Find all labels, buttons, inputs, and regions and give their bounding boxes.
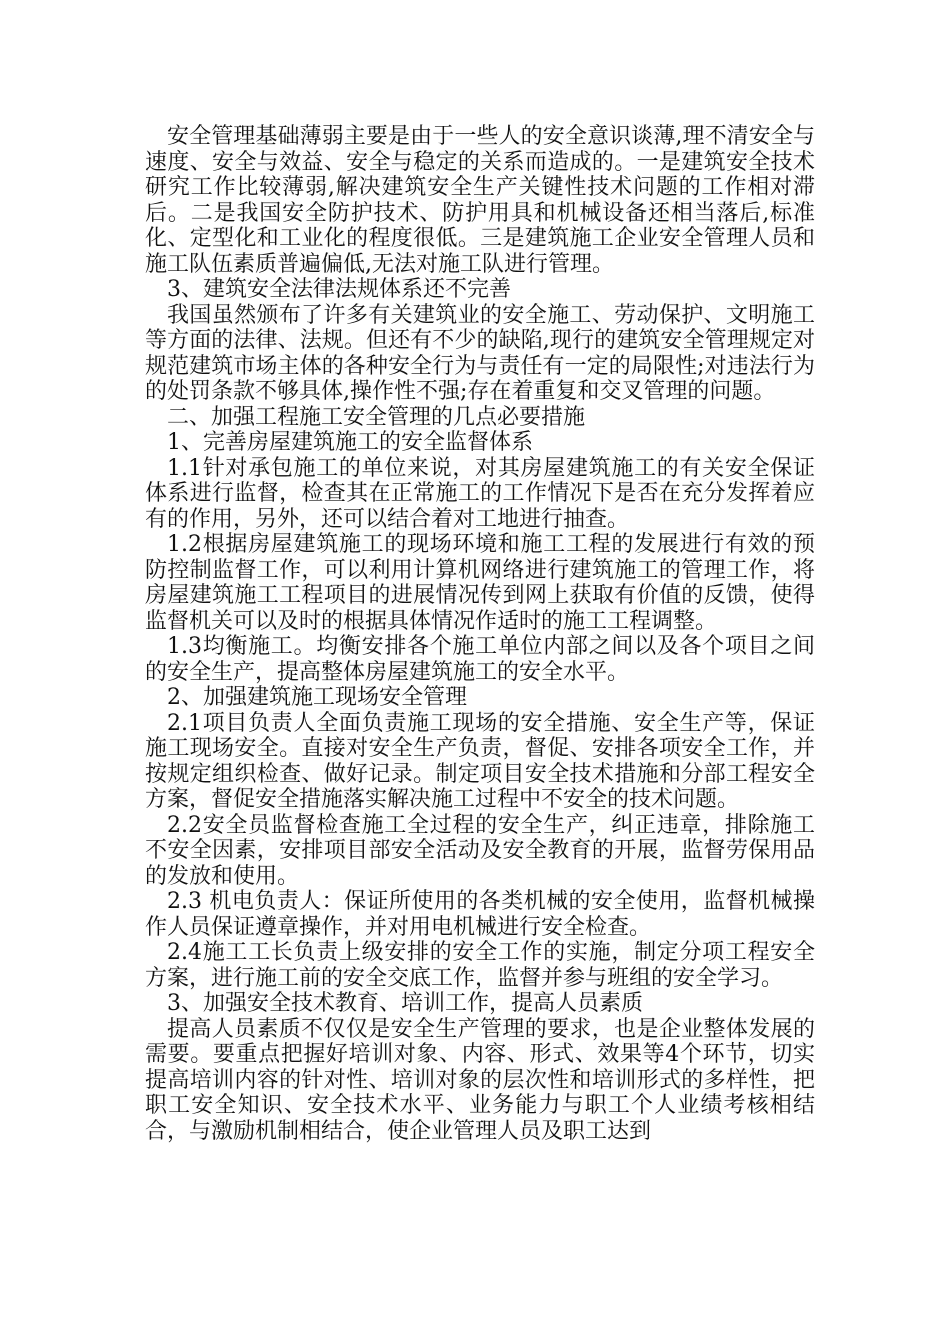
paragraph-1-3: 1.3均衡施工。均衡安排各个施工单位内部之间以及各个项目之间的安全生产，提高整体房屋建筑施工的安全水平。 (145, 634, 815, 685)
paragraph-intro: 安全管理基础薄弱主要是由于一些人的安全意识谈薄,理不清安全与速度、安全与效益、安全与稳定的关系而造成的。一是建筑安全技术研究工作比较薄弱,解决建筑安全生产关键性技术问题的工作相对滞后。二是我国安全防护技术、防护用具和机械设备还相当落后,标准化、定型化和工业化的程度很低。三是建筑施工企业安全管理人员和施工队伍素质普遍偏低,无法对施工队进行管理。 (145, 124, 815, 277)
heading-2: 2、加强建筑施工现场安全管理 (167, 685, 467, 710)
heading-1: 1、完善房屋建筑施工的安全监督体系 (167, 430, 533, 455)
heading-part-2: 二、加强工程施工安全管理的几点必要措施 (167, 404, 586, 430)
paragraph-1-2: 1.2根据房屋建筑施工的现场环境和施工工程的发展进行有效的预防控制监督工作，可以利用计算机网络进行建筑施工的管理工作，将房屋建筑施工工程项目的进展情况传到网上获取有价值的反馈，使得监督机关可以及时的根据具体情况作适时的施工工程调整。 (145, 532, 815, 634)
document-page (145, 124, 815, 1144)
paragraph-2-2: 2.2安全员监督检查施工全过程的安全生产，纠正违章，排除施工不安全因素，安排项目部安全活动及安全教育的开展，监督劳保用品的发放和使用。 (145, 812, 815, 889)
paragraph-2-3: 2.3 机电负责人：保证所使用的各类机械的安全使用，监督机械操作人员保证遵章操作，并对用电机械进行安全检查。 (145, 889, 815, 940)
paragraph-2-1: 2.1项目负责人全面负责施工现场的安全措施、安全生产等，保证施工现场安全。直接对安全生产负责，督促、安排各项安全工作，并按规定组织检查、做好记录。制定项目安全技术措施和分部工程安全方案，督促安全措施落实解决施工过程中不安全的技术问题。 (145, 710, 815, 812)
paragraph-3-body: 提高人员素质不仅仅是安全生产管理的要求，也是企业整体发展的需要。要重点把握好培训对象、内容、形式、效果等4个环节，切实提高培训内容的针对性、培训对象的层次性和培训形式的多样性，把职工安全知识、安全技术水平、业务能力与职工个人业绩考核相结合，与激励机制相结合，使企业管理人员及职工达到 (145, 1016, 815, 1144)
paragraph-law: 我国虽然颁布了许多有关建筑业的安全施工、劳动保护、文明施工等方面的法律、法规。但还有不少的缺陷,现行的建筑安全管理规定对规范建筑市场主体的各种安全行为与责任有一定的局限性;对违法行为的处罚条款不够具体,操作性不强;存在着重复和交叉管理的问题。 (145, 302, 815, 404)
paragraph-2-4: 2.4施工工长负责上级安排的安全工作的实施，制定分项工程安全方案，进行施工前的安全交底工作，监督并参与班组的安全学习。 (145, 940, 815, 991)
paragraph-1-1: 1.1针对承包施工的单位来说，对其房屋建筑施工的有关安全保证体系进行监督，检查其在正常施工的工作情况下是否在充分发挥着应有的作用，另外，还可以结合着对工地进行抽查。 (145, 455, 815, 532)
heading-3: 3、加强安全技术教育、培训工作，提高人员素质 (167, 991, 643, 1016)
heading-section-3: 3、建筑安全法律法规体系还不完善 (167, 277, 511, 302)
